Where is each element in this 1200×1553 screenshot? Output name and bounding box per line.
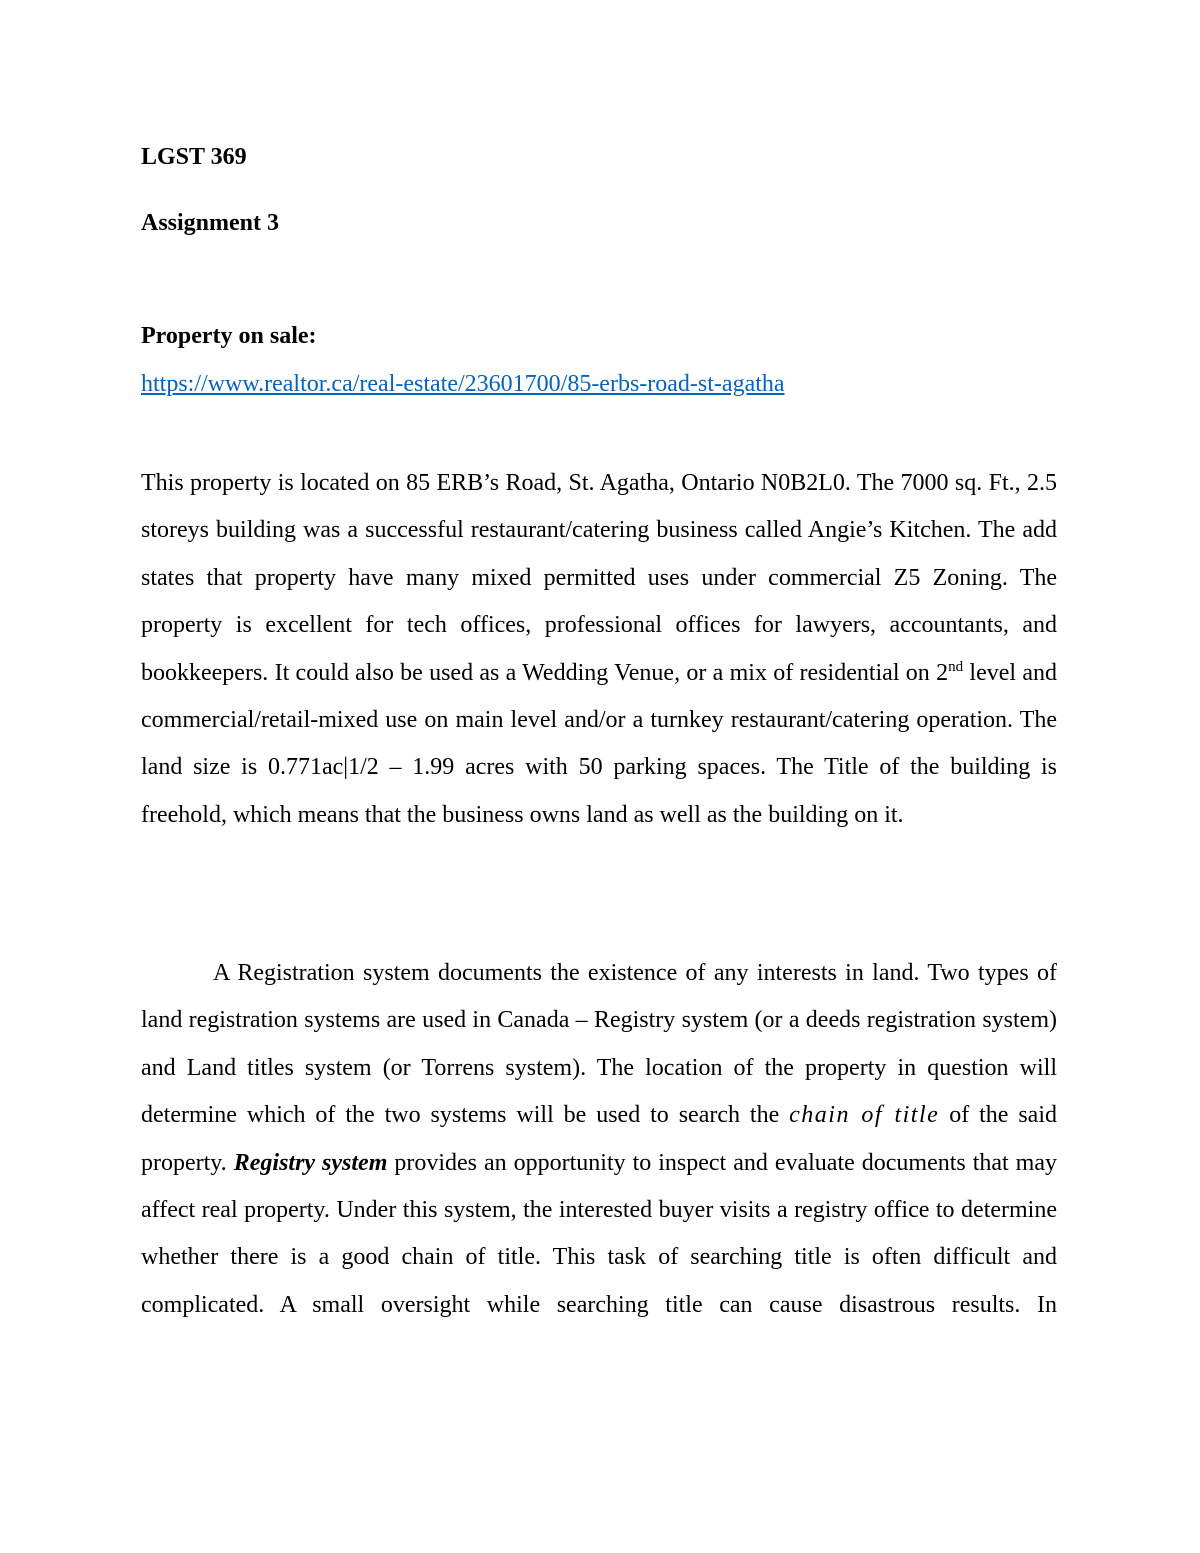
property-heading: Property on sale: xyxy=(141,323,317,349)
paragraph-text: This property is located on 85 ERB’s Road, St. Agatha, Ontario N0B2L0. The 7000 sq. Ft., 2.5 storeys building was a successful restaurant/catering business called Angie’s Kitchen. The add states that property have many mixed permitted uses under commercial Z5 Zoning. The property is excellent for tech offices, professional offices for lawyers, accountants, and bookkeepers. It could also be used as a Wedding Venue, or a mix of residential on 2 xyxy=(141,470,1057,686)
paragraph-text: level and commercial/retail-mixed use on main level and/or a turnkey restaurant/catering operation. The land size is 0.771ac|1/2 – 1.99 acres with 50 parking spaces. The Title of the building is freehold, which means that the business owns land as well as the building on it. xyxy=(141,659,1058,828)
chain-of-title-term: chain of title xyxy=(789,1102,940,1129)
paragraph-text: provides an opportunity to inspect and evaluate documents that may affect real property. Under this system, the interested buyer visits a registry office to determine whether there is a good chain of title. This task of searching title is often difficult and complicated. A small oversight while searching title can cause disastrous results. In xyxy=(141,1149,1058,1318)
paragraph-text: A Registration system documents the existence of any interests in land. Two types of land registration systems are used in Canada – Registry system (or a deeds registration system) and Land titles system (or Torrens system). The location of the property in question will determine which of the two systems will be used to search the xyxy=(141,960,1057,1129)
listing-link[interactable]: https://www.realtor.ca/real-estate/23601700/85-erbs-road-st-agatha xyxy=(141,371,785,397)
paragraph-text: of the said property. xyxy=(141,1102,1057,1176)
property-description-paragraph xyxy=(141,460,1057,839)
registration-system-paragraph xyxy=(141,950,1057,1329)
course-code: LGST 369 xyxy=(141,144,247,170)
listing-link-line xyxy=(141,371,785,398)
registry-system-term: Registry system xyxy=(233,1149,388,1176)
superscript-nd: nd xyxy=(948,658,964,675)
assignment-title: Assignment 3 xyxy=(141,210,280,236)
